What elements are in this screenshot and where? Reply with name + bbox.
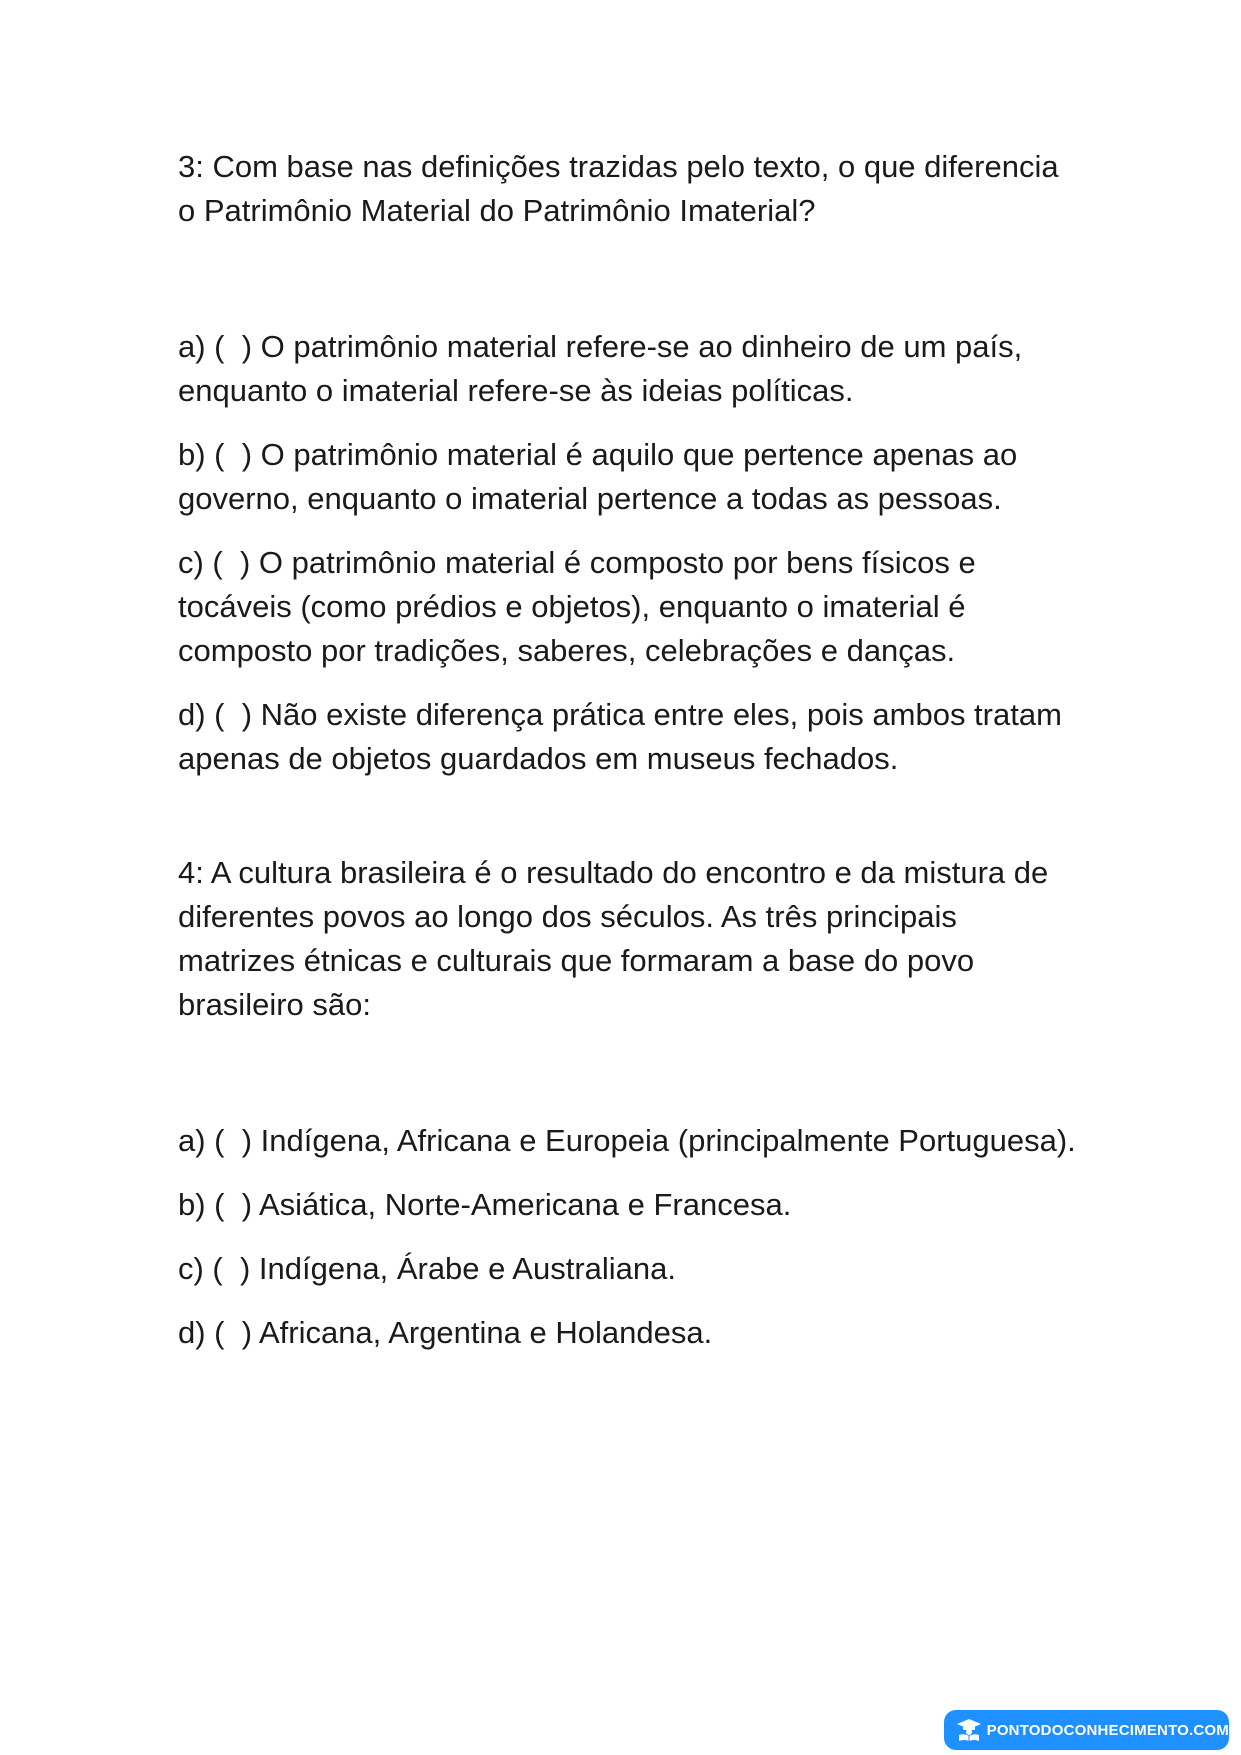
option-c (178, 1247, 1078, 1291)
option-text: Não existe diferença prática entre eles, pois ambos tratam apenas de objetos guardados em museus fechados. (178, 697, 1062, 776)
option-marker: d) ( ) (178, 1315, 259, 1350)
option-marker: a) ( ) (178, 1123, 261, 1158)
option-marker: c) ( ) (178, 1251, 259, 1286)
option-text: O patrimônio material refere-se ao dinheiro de um país, enquanto o imaterial refere-se às ideias políticas. (178, 329, 1023, 408)
question-text: 4: A cultura brasileira é o resultado do encontro e da mistura de diferentes povos ao longo dos séculos. As três principais matrizes étnicas e culturais que formaram a base do povo brasileiro são: (178, 855, 1049, 1022)
option-marker: c) ( ) (178, 545, 259, 580)
answer-options (178, 1119, 1078, 1355)
option-marker: d) ( ) (178, 697, 261, 732)
option-d (178, 1311, 1078, 1355)
question-3 (178, 145, 1078, 781)
option-d (178, 693, 1078, 781)
option-c (178, 541, 1078, 673)
option-text: Indígena, Árabe e Australiana. (258, 1251, 676, 1286)
option-marker: a) ( ) (178, 329, 261, 364)
option-a (178, 1119, 1078, 1163)
site-brand-badge[interactable] (944, 1710, 1229, 1750)
option-text: Indígena, Africana e Europeia (principalmente Portuguesa). (260, 1123, 1076, 1158)
graduation-reader-icon (956, 1717, 983, 1743)
option-b (178, 433, 1078, 521)
question-text: 3: Com base nas definições trazidas pelo texto, o que diferencia o Patrimônio Material do Patrimônio Imaterial? (178, 149, 1059, 228)
option-text: O patrimônio material é composto por bens físicos e tocáveis (como prédios e objetos), enquanto o imaterial é composto por tradições, saberes, celebrações e danças. (178, 545, 976, 668)
option-marker: b) ( ) (178, 437, 261, 472)
option-text: O patrimônio material é aquilo que pertence apenas ao governo, enquanto o imaterial pertence a todas as pessoas. (178, 437, 1018, 516)
question-4 (178, 851, 1078, 1355)
option-marker: b) ( ) (178, 1187, 259, 1222)
option-b (178, 1183, 1078, 1227)
option-a (178, 325, 1078, 413)
answer-options (178, 325, 1078, 781)
brand-text: PONTODOCONHECIMENTO.COM (986, 1721, 1229, 1739)
option-text: Africana, Argentina e Holandesa. (258, 1315, 713, 1350)
option-text: Asiática, Norte-Americana e Francesa. (258, 1187, 792, 1222)
document-page (178, 145, 1078, 1375)
